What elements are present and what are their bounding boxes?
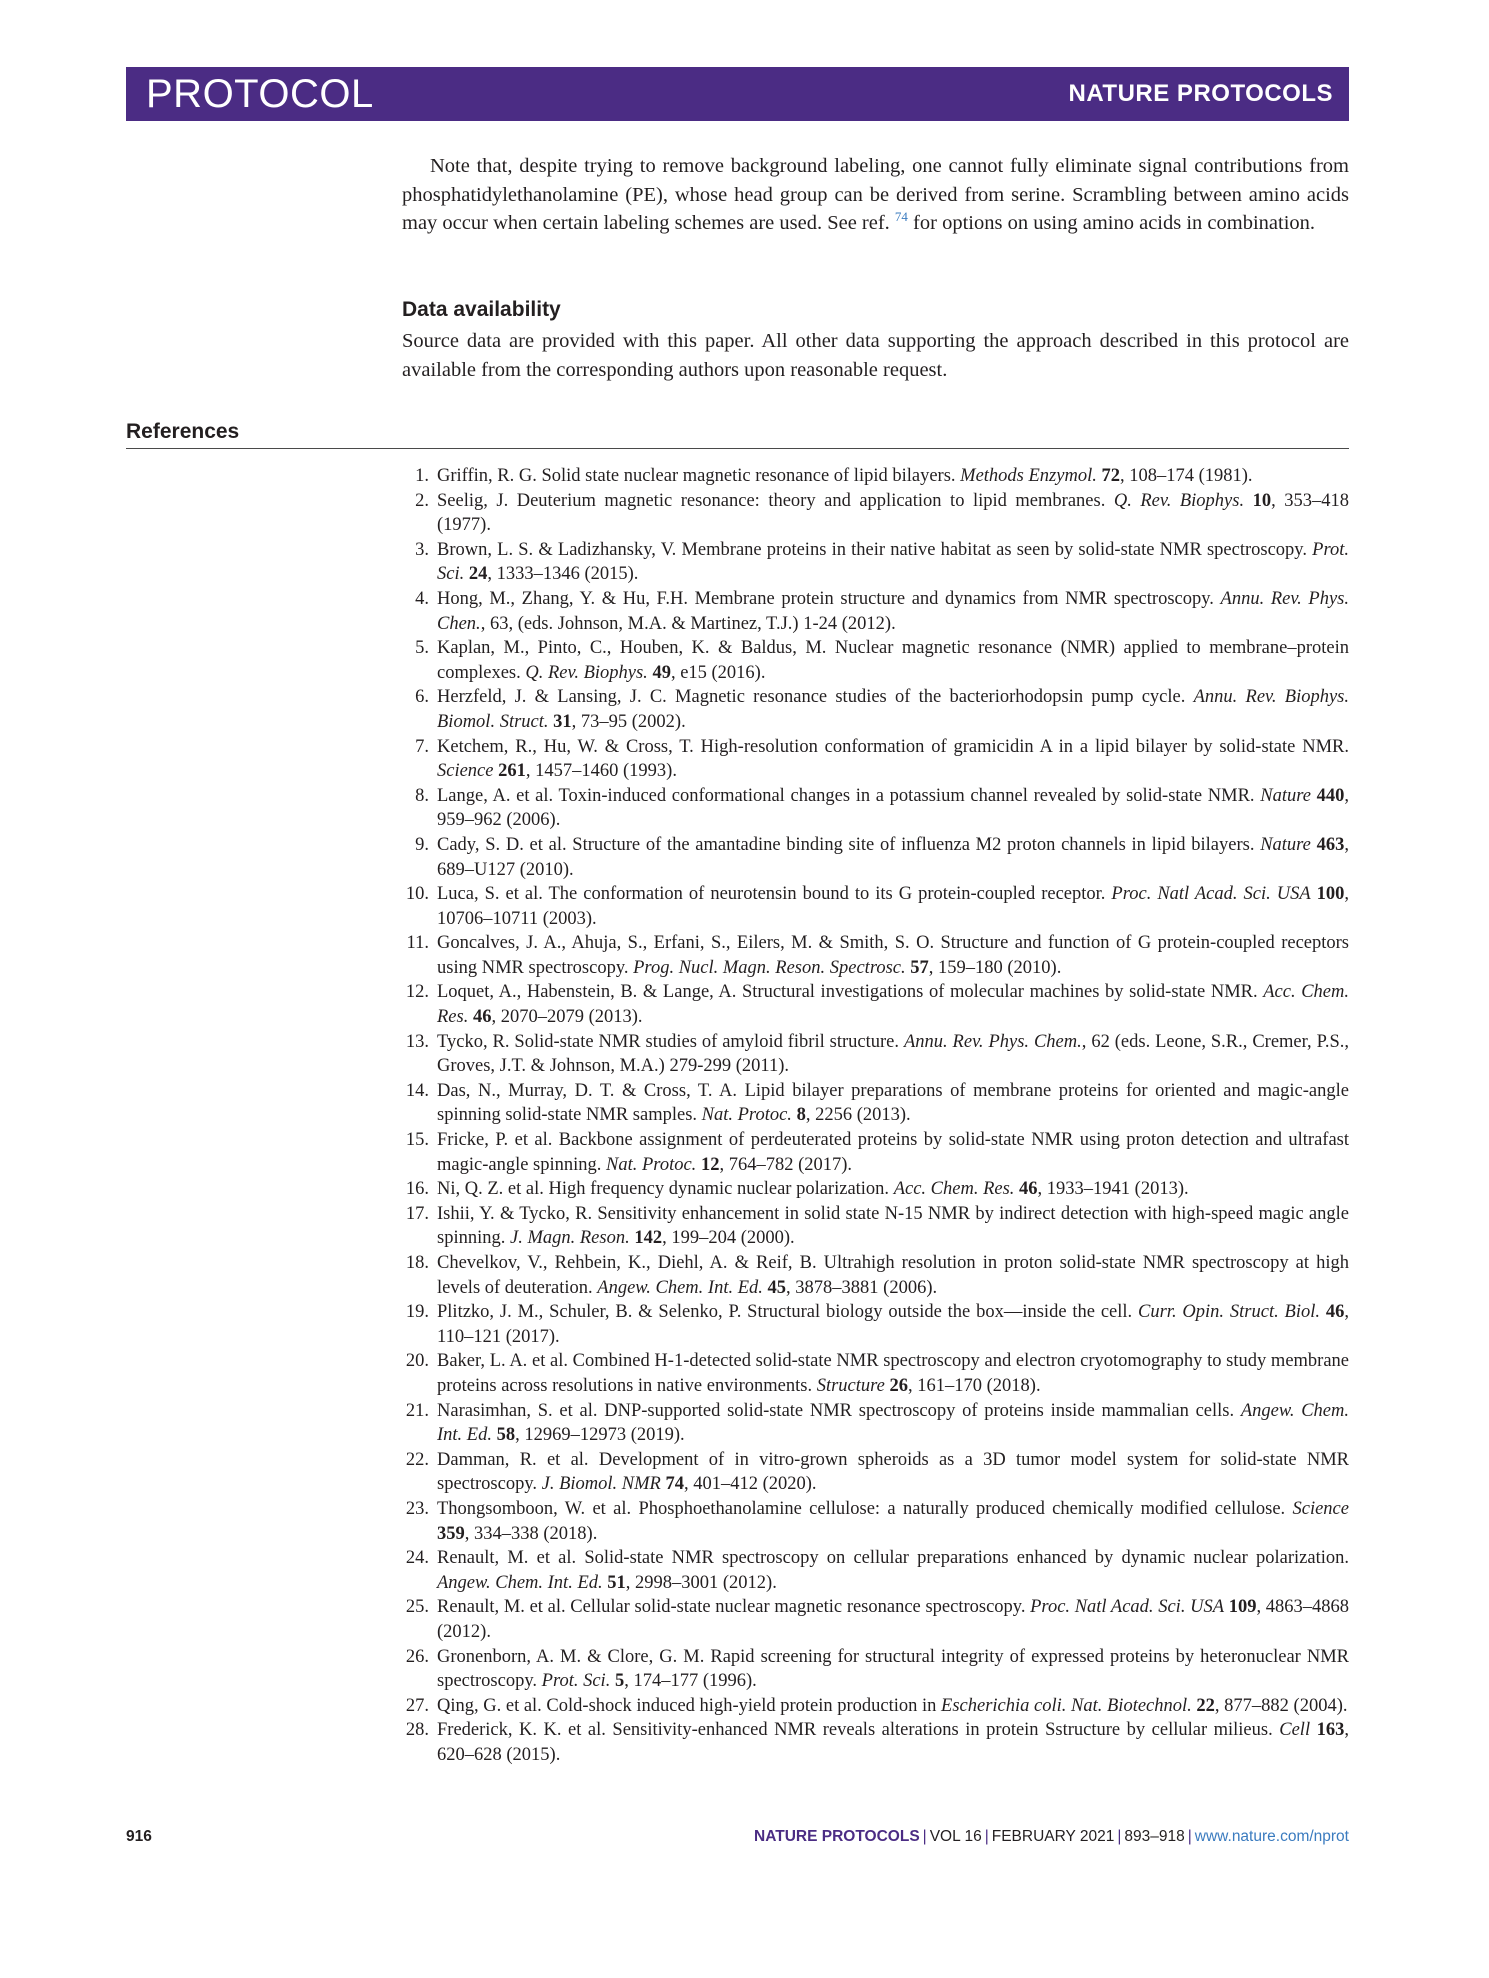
reference-text	[437, 980, 1349, 1029]
reference-item	[402, 931, 1349, 980]
footer-separator: |	[1187, 1828, 1192, 1845]
reference-item	[402, 1349, 1349, 1398]
reference-number: 5.	[415, 638, 429, 659]
reference-number: 6.	[415, 687, 429, 708]
journal-url-link[interactable]: www.nature.com/nprot	[1194, 1828, 1349, 1845]
reference-number: 27.	[405, 1695, 429, 1716]
reference-number: 16.	[405, 1179, 429, 1200]
reference-authors-title: Herzfeld, J. & Lansing, J. C. Magnetic resonance studies of the bacteriorhodopsin pump cycle.	[437, 687, 1194, 708]
reference-journal: Prot. Sci.	[437, 539, 1349, 585]
note-text: Note that, despite trying to remove background labeling, one cannot fully eliminate signal contributions from phosphatidylethanolamine (PE), whose head group can be derived from serine. Scrambling between amino acids may occur when certain labeling schemes are used. See ref.	[402, 155, 1349, 234]
reference-authors-title: Renault, M. et al. Solid-state NMR spectroscopy on cellular preparations enhanced by dynamic nuclear polarization.	[437, 1548, 1349, 1569]
reference-item	[402, 1079, 1349, 1128]
reference-journal: Q. Rev. Biophys.	[525, 662, 648, 683]
reference-pages-year: , 63, (eds. Johnson, M.A. & Martinez, T.J.) 1-24 (2012).	[480, 613, 896, 634]
reference-item	[402, 1448, 1349, 1497]
reference-volume: 100	[1316, 884, 1345, 905]
reference-item	[402, 464, 1349, 489]
reference-text	[437, 1079, 1349, 1128]
reference-volume: 72	[1101, 466, 1120, 486]
reference-text	[437, 1177, 1349, 1202]
reference-volume: 46	[472, 1007, 492, 1028]
reference-number: 9.	[415, 834, 429, 855]
reference-journal: Annu. Rev. Phys. Chem.	[903, 1031, 1082, 1052]
note-paragraph	[402, 152, 1349, 238]
reference-pages-year: , 353–418 (1977).	[437, 490, 1350, 536]
reference-volume: 163	[1316, 1720, 1345, 1741]
reference-journal: Nat. Protoc.	[606, 1154, 697, 1175]
reference-number: 26.	[405, 1646, 429, 1667]
reference-volume: 46	[1325, 1302, 1345, 1323]
reference-pages-year: , 2070–2079 (2013).	[491, 1007, 643, 1028]
reference-number: 17.	[405, 1203, 429, 1224]
reference-text	[437, 735, 1349, 784]
reference-pages-year: , 3878–3881 (2006).	[786, 1277, 938, 1298]
reference-text	[437, 1448, 1349, 1497]
reference-text	[437, 685, 1349, 734]
reference-item	[402, 489, 1349, 538]
reference-number: 1.	[415, 466, 429, 486]
reference-pages-year: , 174–177 (1996).	[624, 1671, 757, 1692]
reference-item	[402, 1595, 1349, 1644]
reference-number: 14.	[405, 1080, 429, 1101]
reference-authors-title: Ni, Q. Z. et al. High frequency dynamic nuclear polarization.	[437, 1179, 894, 1200]
reference-list	[402, 464, 1349, 1767]
reference-pages-year: , 1457–1460 (1993).	[525, 761, 677, 782]
reference-pages-year: , 12969–12973 (2019).	[515, 1425, 685, 1446]
reference-journal: Methods Enzymol.	[960, 466, 1097, 486]
reference-volume: 74	[665, 1474, 684, 1495]
footer-pages: 893–918	[1124, 1828, 1185, 1845]
reference-number: 3.	[415, 539, 429, 560]
reference-authors-title: Ketchem, R., Hu, W. & Cross, T. High-resolution conformation of gramicidin A in a lipid bilayer by solid-state NMR.	[437, 736, 1349, 757]
reference-number: 23.	[405, 1498, 429, 1519]
reference-text	[437, 1030, 1349, 1079]
reference-journal: Escherichia coli. Nat. Biotechnol.	[941, 1695, 1192, 1716]
reference-authors-title: Thongsomboon, W. et al. Phosphoethanolamine cellulose: a naturally produced chemically modified cellulose.	[437, 1498, 1293, 1519]
reference-pages-year: , 62 (eds. Leone, S.R., Cremer, P.S., Groves, J.T. & Johnson, M.A.) 279-299 (2011).	[437, 1031, 1350, 1077]
reference-item	[402, 1251, 1349, 1300]
reference-text	[437, 1300, 1349, 1349]
reference-authors-title: Loquet, A., Habenstein, B. & Lange, A. Structural investigations of molecular machines by solid-state NMR.	[437, 982, 1264, 1003]
reference-volume: 463	[1316, 834, 1345, 855]
reference-text	[437, 587, 1349, 636]
reference-pages-year: , 2998–3001 (2012).	[625, 1572, 777, 1593]
reference-volume: 58	[496, 1425, 516, 1446]
reference-item	[402, 784, 1349, 833]
reference-volume: 261	[498, 761, 526, 782]
reference-journal: Nat. Protoc.	[701, 1105, 792, 1126]
reference-number: 12.	[405, 982, 429, 1003]
reference-journal: J. Magn. Reson.	[509, 1228, 630, 1249]
journal-name: NATURE PROTOCOLS	[1068, 80, 1333, 107]
reference-text	[437, 833, 1349, 882]
reference-authors-title: Baker, L. A. et al. Combined H-1-detected solid-state NMR spectroscopy and electron cryotomography to study membrane proteins across resolutions in native environments.	[437, 1351, 1349, 1396]
reference-journal: Prog. Nucl. Magn. Reson. Spectrosc.	[633, 957, 906, 978]
reference-volume: 440	[1316, 785, 1345, 806]
reference-item	[402, 1645, 1349, 1694]
reference-item	[402, 1497, 1349, 1546]
reference-authors-title: Das, N., Murray, D. T. & Cross, T. A. Lipid bilayer preparations of membrane proteins for oriented and magic-angle spinning solid-state NMR samples.	[437, 1080, 1349, 1126]
reference-number: 15.	[405, 1130, 429, 1151]
reference-text	[437, 1718, 1349, 1767]
reference-pages-year: , 4863–4868 (2012).	[437, 1597, 1349, 1642]
reference-authors-title: Brown, L. S. & Ladizhansky, V. Membrane proteins in their native habitat as seen by solid-state NMR spectroscopy.	[437, 539, 1313, 560]
reference-item	[402, 1030, 1349, 1079]
reference-text	[437, 464, 1349, 489]
reference-volume: 57	[910, 957, 929, 978]
reference-authors-title: Ishii, Y. & Tycko, R. Sensitivity enhancement in solid state N-15 NMR by indirect detection with high-speed magic angle spinning.	[437, 1203, 1349, 1249]
reference-volume: 26	[889, 1375, 908, 1396]
reference-text	[437, 1595, 1349, 1644]
reference-volume: 46	[1019, 1179, 1038, 1200]
reference-text	[437, 1694, 1349, 1719]
reference-pages-year: , 959–962 (2006).	[437, 785, 1350, 831]
reference-text	[437, 1546, 1349, 1595]
reference-pages-year: , 1933–1941 (2013).	[1037, 1179, 1189, 1200]
reference-text	[437, 1349, 1349, 1398]
reference-journal: Proc. Natl Acad. Sci. USA	[1111, 884, 1311, 905]
reference-pages-year: , e15 (2016).	[670, 662, 766, 683]
footer-journal: NATURE PROTOCOLS	[754, 1828, 920, 1845]
reference-item	[402, 1694, 1349, 1719]
reference-volume: 24	[468, 564, 488, 585]
reference-item	[402, 1718, 1349, 1767]
reference-pages-year: , 108–174 (1981).	[1119, 466, 1253, 486]
reference-text	[437, 1202, 1349, 1251]
reference-item	[402, 882, 1349, 931]
reference-volume: 49	[652, 662, 671, 683]
reference-journal: Angew. Chem. Int. Ed.	[437, 1400, 1350, 1446]
reference-journal: Curr. Opin. Struct. Biol.	[1138, 1302, 1321, 1323]
reference-journal: Q. Rev. Biophys.	[1113, 490, 1245, 511]
reference-authors-title: Chevelkov, V., Rehbein, K., Diehl, A. & Reif, B. Ultrahigh resolution in proton solid-state NMR spectroscopy at high levels of deuteration.	[437, 1253, 1349, 1298]
reference-number: 19.	[405, 1302, 429, 1323]
reference-number: 10.	[405, 884, 429, 905]
reference-text	[437, 1128, 1349, 1177]
section-label: PROTOCOL	[146, 71, 374, 116]
reference-number: 20.	[405, 1351, 429, 1372]
reference-item	[402, 538, 1349, 587]
reference-journal: Structure	[816, 1375, 885, 1396]
reference-volume: 31	[553, 711, 572, 732]
reference-volume: 51	[607, 1572, 626, 1593]
reference-volume: 109	[1228, 1597, 1257, 1618]
reference-number: 8.	[415, 785, 429, 806]
reference-pages-year: , 159–180 (2010).	[928, 957, 1062, 978]
reference-item	[402, 1546, 1349, 1595]
reference-journal: Cell	[1279, 1720, 1311, 1741]
reference-item	[402, 1177, 1349, 1202]
reference-authors-title: Cady, S. D. et al. Structure of the amantadine binding site of influenza M2 proton channels in lipid bilayers.	[437, 834, 1261, 855]
reference-text	[437, 1645, 1349, 1694]
reference-item	[402, 833, 1349, 882]
reference-pages-year: , 877–882 (2004).	[1214, 1695, 1348, 1716]
reference-pages-year: , 1333–1346 (2015).	[487, 564, 639, 585]
reference-text	[437, 931, 1349, 980]
reference-pages-year: , 764–782 (2017).	[719, 1154, 853, 1175]
reference-authors-title: Tycko, R. Solid-state NMR studies of amyloid fibril structure.	[437, 1031, 904, 1052]
header-banner	[126, 67, 1349, 121]
reference-pages-year: , 334–338 (2018).	[464, 1523, 598, 1544]
reference-journal: Angew. Chem. Int. Ed.	[597, 1277, 763, 1298]
reference-number: 24.	[405, 1548, 429, 1569]
reference-authors-title: Seelig, J. Deuterium magnetic resonance: theory and application to lipid membranes.	[437, 490, 1114, 511]
reference-authors-title: Lange, A. et al. Toxin-induced conformational changes in a potassium channel revealed by solid-state NMR.	[437, 785, 1261, 806]
reference-journal: Annu. Rev. Biophys. Biomol. Struct.	[437, 687, 1349, 732]
reference-journal: Science	[437, 761, 494, 782]
reference-pages-year: , 110–121 (2017).	[437, 1302, 1349, 1347]
reference-authors-title: Luca, S. et al. The conformation of neurotensin bound to its G protein-coupled receptor.	[437, 884, 1112, 905]
reference-number: 11.	[406, 933, 429, 954]
reference-item	[402, 587, 1349, 636]
reference-item	[402, 980, 1349, 1029]
reference-text	[437, 538, 1349, 587]
data-availability-heading: Data availability	[402, 298, 561, 321]
reference-journal: Nature	[1260, 834, 1311, 855]
reference-number: 28.	[405, 1720, 429, 1741]
references-heading: References	[126, 420, 240, 443]
reference-pages-year: , 620–628 (2015).	[437, 1720, 1349, 1765]
reference-journal: Acc. Chem. Res.	[437, 982, 1350, 1028]
reference-number: 18.	[405, 1253, 429, 1273]
reference-number: 7.	[415, 736, 429, 757]
reference-number: 4.	[415, 588, 429, 609]
reference-text	[437, 1399, 1349, 1448]
reference-volume: 142	[634, 1228, 663, 1249]
reference-item	[402, 1202, 1349, 1251]
footer-separator: |	[984, 1828, 989, 1845]
reference-pages-year: , 689–U127 (2010).	[437, 834, 1350, 880]
footer-volume: VOL 16	[929, 1828, 982, 1845]
reference-text	[437, 784, 1349, 833]
reference-pages-year: , 73–95 (2002).	[571, 711, 686, 732]
reference-pages-year: , 161–170 (2018).	[908, 1375, 1041, 1396]
reference-text	[437, 882, 1349, 931]
reference-text	[437, 1251, 1349, 1300]
reference-authors-title: Hong, M., Zhang, Y. & Hu, F.H. Membrane protein structure and dynamics from NMR spectroscopy.	[437, 588, 1221, 609]
reference-pages-year: , 401–412 (2020).	[683, 1474, 817, 1495]
reference-text	[437, 489, 1349, 538]
reference-number: 13.	[405, 1031, 429, 1052]
reference-number: 2.	[415, 490, 429, 511]
page-footer	[126, 1828, 1349, 1846]
reference-authors-title: Fricke, P. et al. Backbone assignment of perdeuterated proteins by solid-state NMR using proton detection and ultrafast magic-angle spinning.	[437, 1130, 1349, 1175]
reference-journal: Nature	[1260, 785, 1311, 806]
reference-number: 21.	[405, 1400, 429, 1421]
reference-authors-title: Griffin, R. G. Solid state nuclear magnetic resonance of lipid bilayers.	[437, 466, 961, 486]
note-text-end: for options on using amino acids in combination.	[907, 212, 1316, 234]
reference-pages-year: , 199–204 (2000).	[662, 1228, 795, 1249]
reference-pages-year: , 10706–10711 (2003).	[437, 884, 1349, 929]
reference-item	[402, 1128, 1349, 1177]
reference-number: 22.	[405, 1449, 429, 1470]
reference-volume: 45	[767, 1277, 787, 1298]
reference-link[interactable]: 74	[894, 209, 908, 225]
reference-item	[402, 1399, 1349, 1448]
reference-item	[402, 685, 1349, 734]
reference-journal: J. Biomol. NMR	[541, 1474, 661, 1495]
reference-pages-year: , 2256 (2013).	[805, 1105, 911, 1126]
reference-authors-title: Goncalves, J. A., Ahuja, S., Erfani, S., Eilers, M. & Smith, S. O. Structure and function of G protein-coupled receptors using NMR spectroscopy.	[437, 933, 1349, 978]
reference-journal: Science	[1292, 1498, 1349, 1519]
reference-item	[402, 1300, 1349, 1349]
reference-authors-title: Renault, M. et al. Cellular solid-state nuclear magnetic resonance spectroscopy.	[437, 1597, 1031, 1618]
page-number: 916	[126, 1828, 152, 1845]
reference-volume: 5	[614, 1671, 625, 1692]
reference-journal: Proc. Natl Acad. Sci. USA	[1030, 1597, 1225, 1618]
reference-journal: Angew. Chem. Int. Ed.	[437, 1572, 603, 1593]
data-availability-text: Source data are provided with this paper. All other data supporting the approach described in this protocol are available from the corresponding authors upon reasonable request.	[402, 330, 1349, 381]
footer-date: FEBRUARY 2021	[991, 1828, 1115, 1845]
reference-number: 25.	[405, 1597, 429, 1618]
reference-volume: 12	[700, 1154, 720, 1175]
reference-authors-title: Narasimhan, S. et al. DNP-supported solid-state NMR spectroscopy of proteins inside mammalian cells.	[437, 1400, 1241, 1421]
reference-text	[437, 636, 1349, 685]
footer-separator: |	[922, 1828, 927, 1845]
reference-volume: 22	[1196, 1695, 1215, 1716]
references-divider	[126, 448, 1349, 449]
reference-volume: 359	[437, 1523, 465, 1544]
footer-separator: |	[1117, 1828, 1122, 1845]
reference-item	[402, 636, 1349, 685]
reference-authors-title: Gronenborn, A. M. & Clore, G. M. Rapid screening for structural integrity of expressed proteins by heteronuclear NMR spectroscopy.	[437, 1646, 1349, 1692]
reference-authors-title: Damman, R. et al. Development of in vitro-grown spheroids as a 3D tumor model system for solid-state NMR spectroscopy.	[437, 1449, 1349, 1495]
reference-text	[437, 1497, 1349, 1546]
footer-citation	[754, 1828, 1349, 1846]
reference-authors-title: Kaplan, M., Pinto, C., Houben, K. & Baldus, M. Nuclear magnetic resonance (NMR) applied to membrane–protein complexes.	[437, 638, 1349, 683]
reference-authors-title: Plitzko, J. M., Schuler, B. & Selenko, P. Structural biology outside the box—inside the cell.	[437, 1302, 1139, 1323]
reference-authors-title: Qing, G. et al. Cold-shock induced high-yield protein production in	[437, 1695, 942, 1716]
reference-journal: Annu. Rev. Phys. Chen.	[437, 588, 1350, 634]
reference-volume: 8	[796, 1105, 806, 1126]
reference-item	[402, 735, 1349, 784]
reference-journal: Acc. Chem. Res.	[893, 1179, 1015, 1200]
reference-volume: 10	[1252, 490, 1272, 511]
reference-journal: Prot. Sci.	[541, 1671, 611, 1692]
reference-authors-title: Frederick, K. K. et al. Sensitivity-enhanced NMR reveals alterations in protein Sstructure by cellular milieus.	[437, 1720, 1280, 1741]
